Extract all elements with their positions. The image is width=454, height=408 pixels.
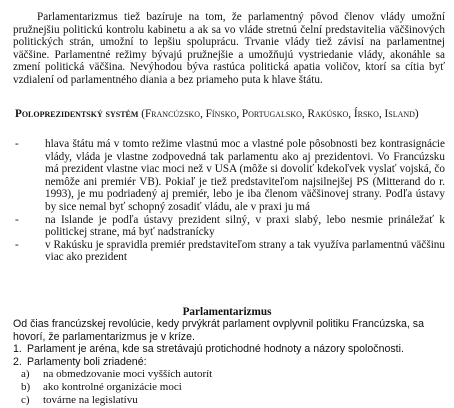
item-letter: a) [21,368,30,381]
item-text: Parlament je aréna, kde sa stretávajú protichodné hodnoty a názory spoločnosti. [27,343,404,356]
intro-paragraph: Parlamentarizmus tiež bazíruje na tom, že parlamentný pôvod členov vlády umožní pružnejšiu politickú kontrolu kabinetu a ak sa vo vláde stretnú čelní predstavitelia väčšinových politických strán, umožní to lepšiu spoluprácu. Trvanie vlády tiež závisí na parlamentnej väčšine. Parlamentné režimy bývajú pružnejšie a umožňujú vystriedanie vlády, akonáhle sa zmení politická väčšina. Nevýhodou býva rastúca politická apatia voličov, ktorí sa cítia byť vzdialení od parlamentného diania a bez priameho puta k hlave štátu. [13,11,445,86]
poloprezidentsky-bullet-list [15,138,445,264]
list-item [15,138,445,214]
list-item [21,368,445,381]
item-text: ako kontrolné organizácie moci [43,381,182,394]
poloprezidentsky-countries: (Francúzsko, Fínsko, Portugalsko, Rakúsko, Írsko, Island) [138,108,419,120]
item-text: na obmedzovanie moci vyšších autorít [43,368,213,381]
item-text: továrne na legislatívu [43,394,138,407]
list-item [13,343,445,356]
item-letter: b) [21,381,31,394]
item-number: 2. [13,355,22,368]
list-item [15,239,445,264]
section-title: Parlamentarizmus [182,306,272,318]
bullet-dash: - [15,138,19,150]
bullet-text: hlava štátu má v tomto režime vlastnú moc a vlastné pole pôsobnosti bez kontrasignácie vlády, vláda je vlastne zodpovedná tak parlamentu ako aj prezidentovi. Vo Francúzsku má prezident vlastne viac moci než v USA (môže si dovoliť kdekoľvek vyslať vojská, čo nemôže ani premiér VB). Pokiaľ je tiež predstaviteľom najsilnejšej PS (Mitterand do r. 1993), je mu podriadený aj premiér, lebo je iba členom väčšinovej strany. Podľa ústavy by sice nemal byť schopný zosadiť vládu, ale v praxi ju má [45,138,445,213]
numbered-list [13,343,445,368]
poloprezidentsky-term: Poloprezidentský systém [15,108,139,120]
poloprezidentsky-heading [15,108,445,121]
item-number: 1. [13,343,22,356]
bullet-dash: - [15,213,19,226]
item-letter: c) [21,394,30,407]
lettered-sublist [13,368,445,407]
list-item [15,214,445,239]
bullet-text: v Rakúsku je spravidla premiér predstaviteľom strany a tak využíva parlamentnú väčšinu viac ako prezident [45,238,445,264]
bullet-dash: - [15,238,19,251]
parlamentarizmus-section [13,318,445,407]
list-item [21,394,445,407]
item-text: Parlamenty boli zriadené: [27,355,147,368]
section-intro: Od čias francúzskej revolúcie, kedy prvýkrát parlament ovplyvnil politiku Francúzska, sa hovorí, že parlamentarizmus je v kríze. [13,318,424,343]
bullet-text: na Islande je podľa ústavy prezident silný, v praxi slabý, lebo nesmie prináležať k politickej strane, má byť nadstranícky [45,213,445,239]
list-item [13,356,445,369]
list-item [21,381,445,394]
